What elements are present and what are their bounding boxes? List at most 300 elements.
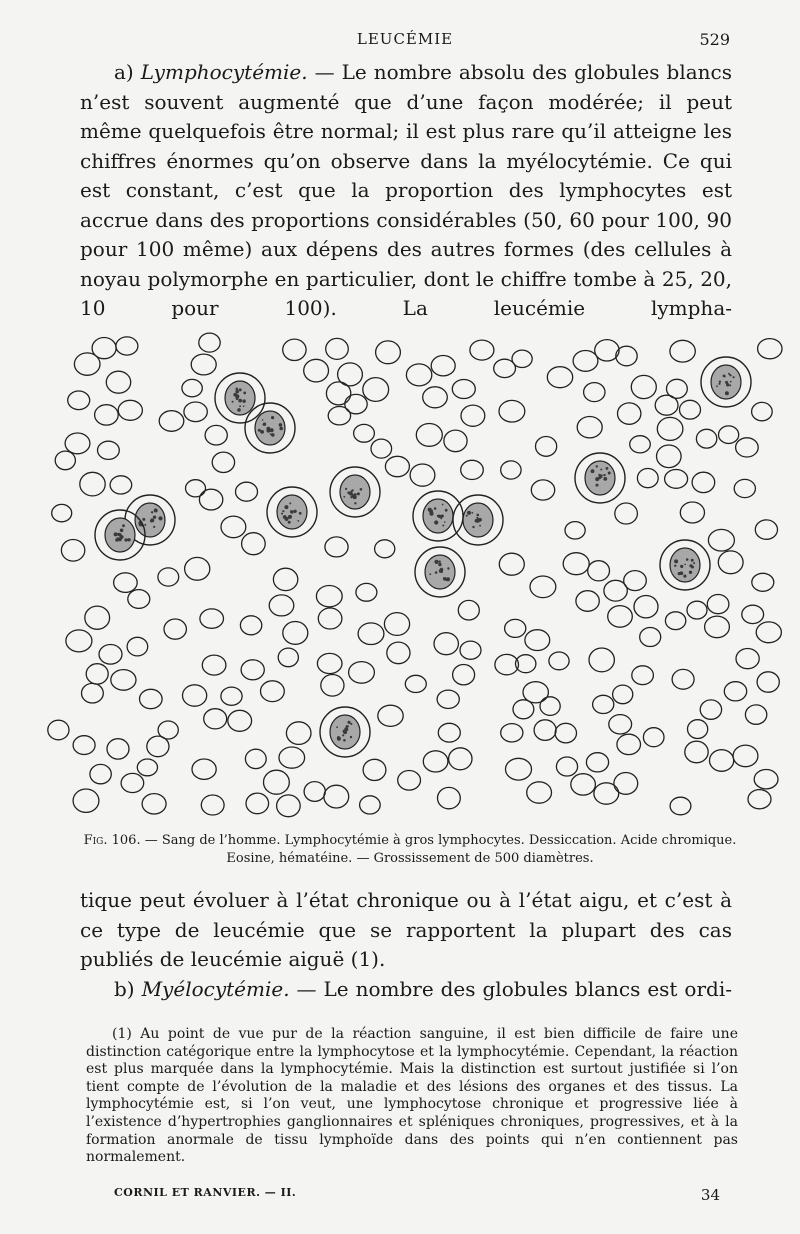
red-blood-cell: [734, 479, 755, 497]
chromatin-dot: [271, 416, 274, 419]
red-blood-cell: [708, 529, 734, 551]
red-blood-cell: [99, 645, 122, 665]
red-blood-cell: [48, 720, 69, 740]
red-blood-cell: [525, 630, 550, 651]
chromatin-dot: [596, 465, 598, 467]
chromatin-dot: [730, 381, 732, 383]
chromatin-dot: [718, 383, 720, 385]
red-blood-cell: [345, 394, 367, 413]
red-blood-cell: [617, 734, 641, 754]
chromatin-dot: [444, 521, 446, 523]
chromatin-dot: [725, 391, 729, 395]
paragraph-text: — Le nombre des globules blancs est ordi-: [289, 976, 732, 1001]
chromatin-dot: [466, 515, 468, 517]
red-blood-cell: [191, 354, 216, 375]
chromatin-dot: [290, 510, 293, 513]
chromatin-dot: [347, 725, 349, 727]
figure-caption: [80, 832, 740, 868]
red-blood-cell: [680, 400, 701, 419]
red-blood-cell: [563, 553, 589, 575]
red-blood-cell: [752, 573, 774, 591]
paragraph-continuation: [80, 886, 732, 1004]
chromatin-dot: [429, 509, 433, 513]
red-blood-cell: [672, 669, 694, 689]
red-blood-cell: [748, 790, 771, 809]
red-blood-cell: [531, 480, 554, 500]
red-blood-cell: [80, 472, 105, 496]
red-blood-cell: [576, 591, 599, 612]
chromatin-dot: [153, 526, 155, 528]
red-blood-cell: [573, 351, 598, 372]
red-blood-cell: [321, 675, 344, 697]
chromatin-dot: [438, 563, 441, 566]
red-blood-cell: [754, 770, 778, 789]
red-blood-cell: [240, 616, 261, 635]
red-blood-cell: [164, 619, 186, 639]
red-blood-cell: [264, 770, 290, 794]
paragraph-myelocytemie: [80, 975, 732, 1005]
chromatin-dot: [260, 430, 264, 434]
red-blood-cell: [286, 722, 311, 745]
red-blood-cell: [73, 789, 99, 812]
red-blood-cell: [555, 723, 576, 743]
paragraph-label: b): [114, 976, 142, 1001]
red-blood-cell: [61, 540, 84, 562]
red-blood-cell: [431, 356, 455, 376]
red-blood-cell: [657, 445, 682, 468]
chromatin-dot: [591, 469, 595, 473]
chromatin-dot: [689, 571, 692, 574]
red-blood-cell: [588, 561, 610, 581]
chromatin-dot: [119, 534, 122, 537]
red-blood-cell: [246, 793, 269, 814]
chromatin-dot: [237, 408, 241, 412]
red-blood-cell: [670, 340, 695, 362]
red-blood-cell: [609, 715, 632, 734]
chromatin-dot: [729, 374, 731, 376]
red-blood-cell: [98, 441, 120, 459]
red-blood-cell: [128, 590, 150, 609]
chromatin-dot: [725, 381, 727, 383]
red-blood-cell: [540, 697, 560, 716]
red-blood-cell: [423, 387, 448, 408]
red-blood-cell: [534, 720, 556, 741]
chromatin-dot: [680, 565, 683, 568]
section-term: Myélocytémie.: [141, 976, 290, 1001]
chromatin-dot: [680, 571, 684, 575]
red-blood-cell: [410, 464, 435, 486]
chromatin-dot: [603, 474, 605, 476]
chromatin-dot: [437, 515, 439, 517]
red-blood-cell: [52, 504, 72, 521]
red-blood-cell: [376, 341, 401, 364]
chromatin-dot: [477, 514, 480, 517]
red-blood-cell: [688, 720, 708, 739]
red-blood-cell: [68, 391, 90, 410]
red-blood-cell: [324, 785, 349, 808]
red-blood-cell: [736, 649, 759, 669]
red-blood-cell: [434, 633, 458, 655]
red-blood-cell: [501, 724, 523, 742]
chromatin-dot: [238, 399, 242, 403]
red-blood-cell: [228, 710, 252, 731]
chromatin-dot: [446, 577, 450, 581]
red-blood-cell: [245, 749, 266, 768]
paragraph-label: a): [114, 60, 141, 84]
red-blood-cell: [453, 665, 475, 685]
red-blood-cell: [283, 339, 306, 360]
red-blood-cell: [710, 750, 734, 772]
red-blood-cell: [277, 795, 301, 817]
chromatin-dot: [289, 502, 291, 504]
chromatin-dot: [281, 513, 283, 515]
chromatin-dot: [350, 496, 352, 498]
red-blood-cell: [696, 429, 716, 448]
red-blood-cell: [530, 576, 556, 598]
red-blood-cell: [501, 461, 521, 479]
chromatin-dot: [360, 488, 363, 491]
running-head: [80, 30, 730, 52]
red-blood-cell: [614, 773, 638, 795]
red-blood-cell: [742, 605, 764, 623]
chromatin-dot: [263, 423, 266, 426]
red-blood-cell: [593, 695, 614, 713]
signature-mark: CORNIL ET RANVIER. — II.: [114, 1186, 297, 1199]
red-blood-cell: [700, 700, 721, 719]
chromatin-dot: [293, 510, 296, 513]
chromatin-dot: [142, 518, 145, 521]
chromatin-dot: [726, 383, 729, 386]
red-blood-cell: [631, 375, 656, 398]
chromatin-dot: [125, 539, 127, 541]
red-blood-cell: [221, 516, 246, 538]
chromatin-dot: [686, 558, 689, 561]
red-blood-cell: [752, 402, 773, 420]
sheet-number: 34: [700, 1186, 720, 1204]
red-blood-cell: [360, 796, 381, 814]
chromatin-dot: [478, 518, 482, 522]
chromatin-dot: [467, 511, 471, 515]
red-blood-cell: [378, 705, 403, 726]
red-blood-cell: [186, 480, 206, 497]
red-blood-cell: [438, 787, 461, 808]
red-blood-cell: [242, 533, 266, 555]
chromatin-dot: [674, 559, 678, 563]
chromatin-dot: [243, 405, 245, 407]
continuation-text: tique peut évoluer à l’état chronique ou à l’état aigu, et c’est à ce type de leucémie que se rapportent la plupart des cas publiés de leucémie aiguë (1).: [80, 888, 732, 971]
red-blood-cell: [505, 619, 526, 637]
red-blood-cell: [718, 551, 743, 574]
chromatin-dot: [596, 484, 599, 487]
red-blood-cell: [354, 424, 375, 442]
red-blood-cell: [630, 436, 651, 453]
red-blood-cell: [199, 489, 222, 510]
chromatin-dot: [435, 571, 438, 574]
chromatin-dot: [684, 564, 686, 566]
red-blood-cell: [470, 340, 494, 360]
chromatin-dot: [475, 519, 478, 522]
chromatin-dot: [447, 567, 449, 569]
red-blood-cell: [460, 641, 481, 659]
chromatin-dot: [336, 726, 338, 728]
red-blood-cell: [192, 759, 216, 779]
chromatin-dot: [236, 397, 239, 400]
chromatin-dot: [288, 521, 291, 524]
chromatin-dot: [345, 488, 347, 490]
red-blood-cell: [356, 583, 377, 601]
red-blood-cell: [634, 596, 658, 618]
red-blood-cell: [326, 382, 350, 405]
red-blood-cell: [757, 672, 779, 692]
red-blood-cell: [680, 502, 704, 523]
red-blood-cell: [527, 782, 552, 803]
paragraph-lymphocytemie: [80, 58, 732, 324]
chromatin-dot: [233, 393, 237, 397]
red-blood-cell: [283, 622, 308, 645]
chromatin-dot: [347, 491, 350, 494]
red-blood-cell: [745, 705, 766, 724]
chromatin-dot: [144, 524, 146, 526]
red-blood-cell: [549, 652, 569, 670]
chromatin-dot: [598, 476, 601, 479]
red-blood-cell: [349, 662, 375, 684]
chromatin-dot: [288, 515, 292, 519]
chromatin-dot: [429, 573, 431, 575]
red-blood-cell: [82, 683, 104, 703]
red-blood-cell: [371, 439, 392, 458]
chromatin-dot: [114, 532, 118, 536]
chromatin-dot: [443, 577, 447, 581]
red-blood-cell: [142, 794, 166, 814]
red-blood-cell: [304, 782, 325, 802]
red-blood-cell: [140, 689, 163, 708]
red-blood-cell: [121, 773, 144, 792]
red-blood-cell: [499, 553, 524, 575]
red-blood-cell: [325, 537, 348, 557]
red-blood-cell: [318, 608, 342, 629]
red-blood-cell: [184, 402, 207, 422]
chromatin-dot: [689, 564, 692, 567]
chromatin-dot: [434, 520, 438, 524]
red-blood-cell: [719, 426, 739, 444]
chromatin-dot: [351, 489, 353, 491]
chromatin-dot: [439, 560, 441, 562]
chromatin-dot: [353, 495, 357, 499]
chromatin-dot: [337, 737, 341, 741]
chromatin-dot: [357, 493, 359, 495]
red-blood-cell: [512, 350, 532, 367]
chromatin-dot: [733, 376, 735, 378]
chromatin-dot: [445, 509, 448, 512]
red-blood-cell: [107, 739, 129, 759]
red-blood-cell: [55, 451, 75, 470]
footnote-text: (1) Au point de vue pur de la réaction sanguine, il est bien difficile de faire une distinction catégorique entre la lymphocytose et la lymphocytémie. Cependant, la réaction est plus marquée dans la lymphocytémie. Mais la distinction est surtout justifiée si l’on tient compte de l’évolution de la maladie et des lésions des organes et des tissus. La lymphocytémie est, si l’on veut, une lymphocytose chronique et progressive liée à l’existence d’hypertrophies ganglionnaires et spléniques chroniques, progressives, et à la formation anormale de tissu lymphoïde dans des points qui n’en contiennent pas normalement.: [86, 1026, 738, 1166]
chromatin-dot: [297, 520, 299, 522]
red-blood-cell: [114, 573, 138, 593]
red-blood-cell: [589, 648, 614, 672]
red-blood-cell: [405, 675, 426, 692]
red-blood-cell: [90, 764, 111, 783]
page-footer: [114, 1186, 720, 1206]
chromatin-dot: [472, 526, 474, 528]
chromatin-dot: [151, 511, 153, 513]
red-blood-cell: [158, 568, 179, 586]
red-blood-cell: [547, 367, 572, 388]
chromatin-dot: [243, 399, 245, 401]
chromatin-dot: [342, 734, 344, 736]
red-blood-cell: [586, 753, 608, 772]
red-blood-cell: [692, 472, 715, 492]
chromatin-dot: [347, 721, 350, 724]
red-blood-cell: [640, 628, 661, 647]
chromatin-dot: [258, 429, 261, 432]
chromatin-dot: [235, 390, 239, 394]
section-term: Lymphocytémie.: [140, 60, 308, 84]
red-blood-cell: [241, 660, 264, 680]
red-blood-cell: [615, 503, 638, 524]
red-blood-cell: [613, 685, 633, 704]
red-blood-cell: [705, 616, 730, 638]
red-blood-cell: [326, 338, 349, 359]
red-blood-cell: [278, 648, 298, 667]
red-blood-cell: [571, 774, 596, 795]
red-blood-cell: [685, 741, 708, 763]
red-blood-cell: [608, 606, 633, 628]
chromatin-dot: [158, 516, 162, 520]
chromatin-dot: [442, 525, 444, 527]
footnote: [86, 1026, 738, 1167]
red-blood-cell: [316, 586, 342, 607]
red-blood-cell: [577, 417, 602, 438]
chromatin-dot: [723, 375, 726, 378]
chromatin-dot: [350, 736, 352, 738]
chromatin-dot: [476, 517, 478, 519]
red-blood-cell: [657, 417, 683, 440]
red-blood-cell: [416, 424, 442, 447]
chromatin-dot: [479, 525, 481, 527]
red-blood-cell: [106, 371, 130, 393]
red-blood-cell: [452, 380, 475, 399]
blood-smear-figure: [30, 320, 790, 820]
page-number: 529: [699, 30, 730, 49]
chromatin-dot: [716, 385, 718, 387]
red-blood-cell: [66, 630, 92, 652]
running-title: LEUCÉMIE: [356, 30, 454, 48]
red-blood-cell: [687, 601, 707, 619]
chromatin-dot: [343, 496, 345, 498]
red-blood-cell: [667, 379, 688, 398]
chromatin-dot: [122, 524, 125, 527]
chromatin-dot: [299, 512, 302, 515]
red-blood-cell: [358, 623, 384, 645]
chromatin-dot: [434, 507, 437, 510]
chromatin-dot: [236, 388, 239, 391]
red-blood-cell: [182, 379, 202, 396]
red-blood-cell: [236, 482, 258, 501]
chromatin-dot: [600, 469, 602, 471]
chromatin-dot: [440, 570, 443, 573]
chromatin-dot: [239, 405, 241, 407]
red-blood-cell: [85, 606, 110, 629]
red-blood-cell: [406, 364, 431, 386]
chromatin-dot: [115, 538, 118, 541]
chromatin-dot: [603, 477, 607, 481]
red-blood-cell: [384, 613, 409, 636]
red-blood-cell: [200, 609, 224, 628]
red-blood-cell: [632, 666, 654, 685]
red-blood-cell: [269, 595, 294, 616]
chromatin-dot: [693, 562, 695, 564]
red-blood-cell: [363, 378, 389, 402]
chromatin-dot: [243, 392, 246, 395]
red-blood-cell: [185, 557, 210, 580]
red-blood-cell: [212, 452, 234, 472]
red-blood-cell: [116, 337, 138, 355]
red-blood-cell: [279, 747, 305, 768]
red-blood-cell: [665, 612, 685, 630]
red-blood-cell: [733, 745, 758, 767]
figure-number: Fig. 106.: [83, 833, 141, 848]
red-blood-cell: [665, 470, 688, 489]
red-blood-cell: [201, 795, 224, 815]
red-blood-cell: [449, 748, 472, 770]
red-blood-cell: [437, 690, 459, 708]
chromatin-dot: [354, 502, 356, 504]
chromatin-dot: [344, 727, 348, 731]
red-blood-cell: [506, 758, 532, 780]
red-blood-cell: [458, 600, 479, 620]
chromatin-dot: [343, 739, 346, 742]
red-blood-cell: [205, 425, 227, 445]
red-blood-cell: [604, 580, 627, 601]
chromatin-dot: [719, 381, 721, 383]
chromatin-dot: [120, 529, 124, 533]
chromatin-dot: [262, 419, 264, 421]
red-blood-cell: [536, 437, 557, 457]
red-blood-cell: [594, 783, 619, 804]
red-blood-cell: [513, 700, 534, 719]
red-blood-cell: [637, 469, 658, 488]
chromatin-dot: [271, 433, 275, 437]
red-blood-cell: [317, 653, 342, 673]
red-blood-cell: [273, 568, 297, 590]
chromatin-dot: [442, 504, 444, 506]
red-blood-cell: [756, 622, 781, 643]
red-blood-cell: [670, 797, 691, 815]
red-blood-cell: [110, 476, 132, 494]
red-blood-cell: [758, 339, 782, 359]
red-blood-cell: [204, 709, 227, 729]
chromatin-dot: [282, 510, 284, 512]
red-blood-cell: [565, 522, 585, 539]
chromatin-dot: [269, 429, 271, 431]
chromatin-dot: [606, 467, 609, 470]
red-blood-cell: [423, 751, 448, 772]
red-blood-cell: [461, 405, 485, 426]
chromatin-dot: [153, 516, 156, 519]
red-blood-cell: [643, 728, 664, 747]
chromatin-dot: [674, 565, 676, 567]
red-blood-cell: [95, 405, 119, 425]
chromatin-dot: [127, 538, 130, 541]
chromatin-dot: [283, 515, 287, 519]
chromatin-dot: [150, 518, 153, 521]
red-blood-cell: [556, 757, 577, 776]
chromatin-dot: [232, 401, 234, 403]
red-blood-cell: [111, 670, 136, 691]
red-blood-cell: [137, 759, 157, 776]
red-blood-cell: [73, 736, 95, 755]
